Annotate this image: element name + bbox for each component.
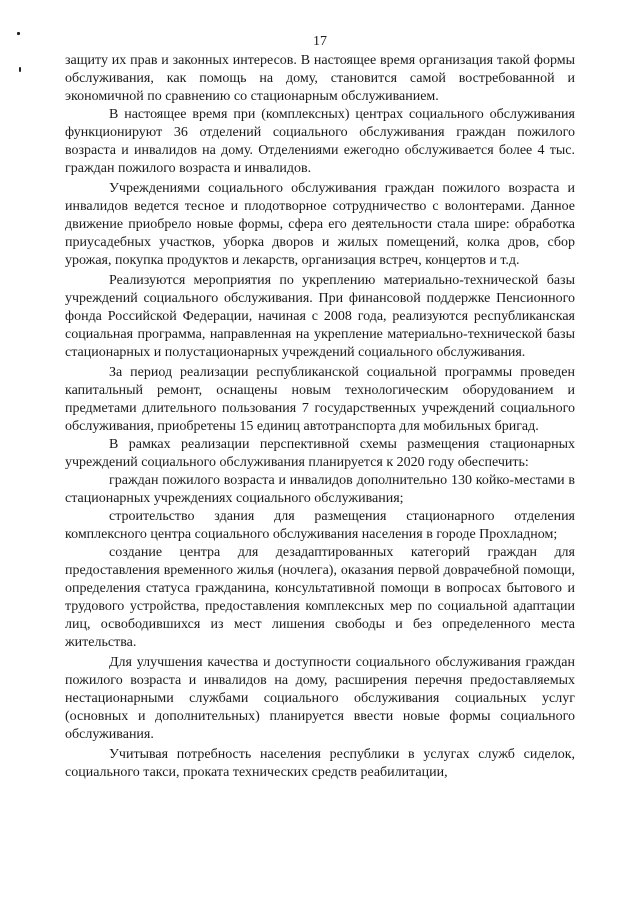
paragraph: Для улучшения качества и доступности социального обслуживания граждан пожилого возраста и инвалидов на дому, расширения перечня предоставляемых нестационарными службами социального обслуживания социальных услуг (основных и дополнительных) планируется ввести новые формы социального обслуживания. [65,655,575,742]
document-body [65,52,575,782]
paragraph: В рамках реализации перспективной схемы размещения стационарных учреждений социального обслуживания планируется к 2020 году обеспечить: [65,437,575,470]
paragraph: Учитывая потребность населения республики в услугах служб сиделок, социального такси, проката технических средств реабилитации, [65,747,575,780]
page-number: 17 [313,34,327,49]
list-item: граждан пожилого возраста и инвалидов дополнительно 130 койко-местами в стационарных учреждениях социального обслуживания; [65,473,575,506]
paragraph: Учреждениями социального обслуживания граждан пожилого возраста и инвалидов ведется тесное и плодотворное сотрудничество с волонтерами. Данное движение приобрело новые формы, сфера его деятельности стала шире: обработка приусадебных участков, уборка дворов и жилых помещений, колка дров, сбор урожая, покупка продуктов и лекарств, организация встреч, концертов и т.д. [65,181,575,268]
paragraph: За период реализации республиканской социальной программы проведен капитальный ремонт, оснащены новым технологическим оборудованием и предметами длительного пользования 7 государственных учреждений социального обслуживания, приобретены 15 единиц автотранспорта для мобильных бригад. [65,365,575,434]
list-item: строительство здания для размещения стационарного отделения комплексного центра социального обслуживания населения в городе Прохладном; [65,509,575,542]
list-item: создание центра для дезадаптированных категорий граждан для предоставления временного жилья (ночлега), оказания первой доврачебной помощи, определения статуса гражданина, консультативной помощи в вопросах бытового и трудового устройства, предоставления комплексных мер по социальной адаптации лиц, освободившихся из мест лишения свободы и без определенного места жительства. [65,545,575,650]
scan-mark [19,67,21,72]
paragraph: защиту их прав и законных интересов. В настоящее время организация такой формы обслуживания, как помощь на дому, становится самой востребованной и экономичной по сравнению со стационарным обслуживанием. [65,53,575,104]
paragraph: В настоящее время при (комплексных) центрах социального обслуживания функционируют 36 отделений социального обслуживания граждан пожилого возраста и инвалидов на дому. Отделениями ежегодно обслуживается более 4 тыс. граждан пожилого возраста и инвалидов. [65,107,575,176]
paragraph: Реализуются мероприятия по укреплению материально-технической базы учреждений социального обслуживания. При финансовой поддержке Пенсионного фонда Российской Федерации, начиная с 2008 года, реализуются республиканская социальная программа, направленная на укрепление материально-технической базы стационарных и полустационарных учреждений социального обслуживания. [65,273,575,360]
